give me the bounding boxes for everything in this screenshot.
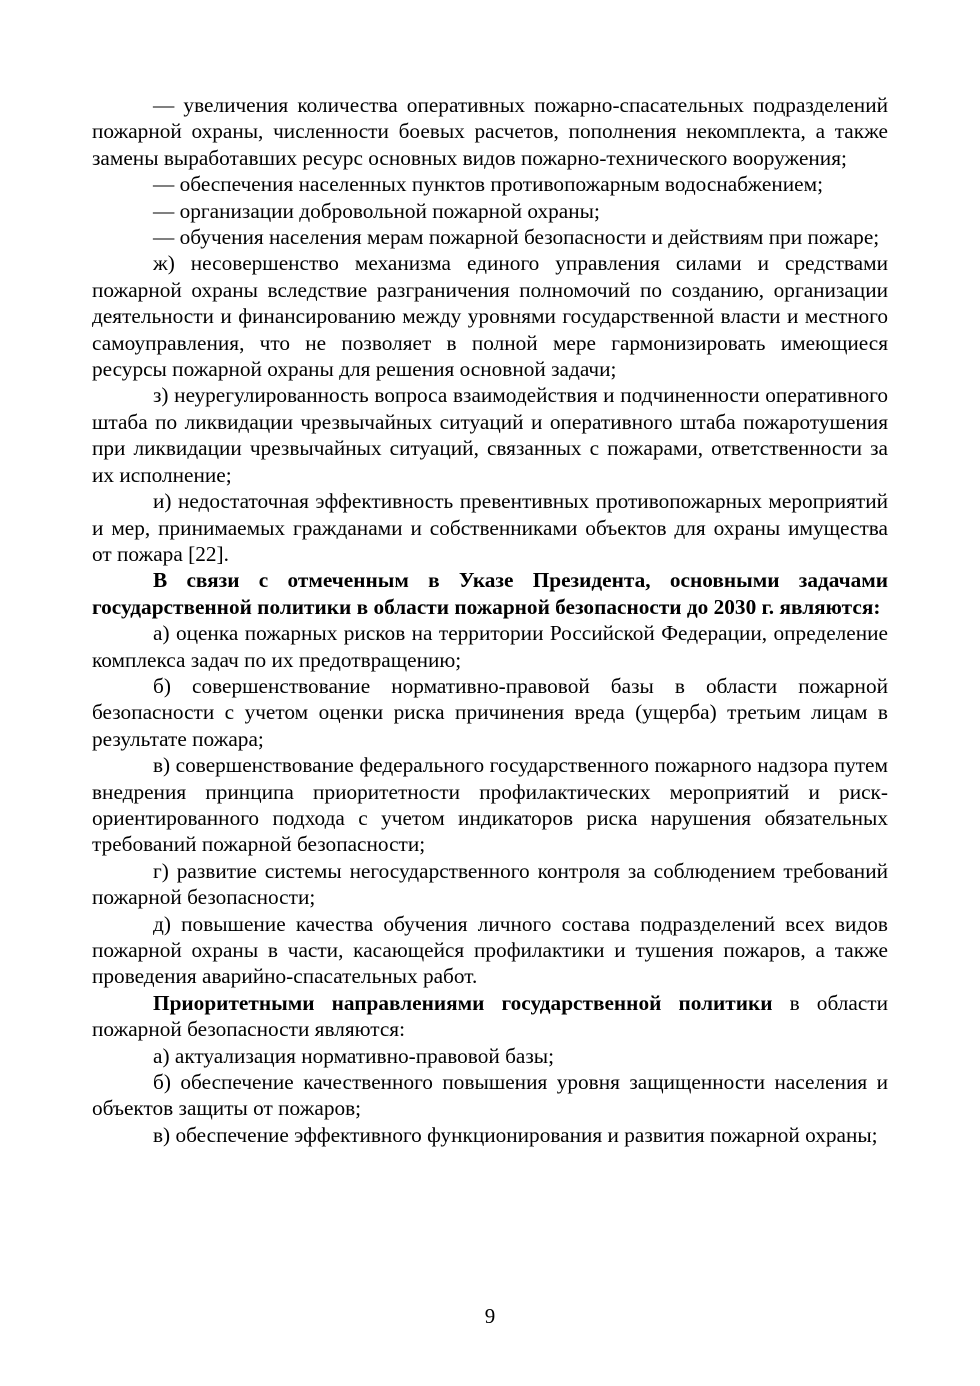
paragraph-task-b: б) совершенствование нормативно-правовой базы в области пожарной безопасности с учетом оценки риска причинения вреда (ущерба) третьим лицам в результате пожара;	[92, 673, 888, 751]
paragraph-task-a: а) оценка пожарных рисков на территории Российской Федерации, определение комплекса задач по их предотвращению;	[92, 621, 888, 672]
paragraph-tasks-heading: В связи с отмеченным в Указе Президента, основными задачами государственной политики в области пожарной безопасности до 2030 г. являются:	[92, 568, 888, 619]
priorities-rest-phrase: в области пожарной безопасности являются:	[92, 990, 888, 1042]
paragraph-dash-training: — обучения населения мерам пожарной безопасности и действиям при пожаре;	[153, 225, 880, 250]
paragraph-item-zh: ж) несовершенство механизма единого управления силами и средствами пожарной охраны вследствие разграничения полномочий по созданию, организации деятельности и финансированию между уровнями государственной власти и местного самоуправления, что не позволяет в полной мере гармонизировать имеющиеся ресурсы пожарной охраны для решения основной задачи;	[92, 251, 888, 382]
paragraph-item-i: и) недостаточная эффективность превентивных противопожарных мероприятий и мер, принимаемых гражданами и собственниками объектов для охраны имущества от пожара [22].	[92, 489, 888, 566]
paragraph-dash-units: — увеличения количества оперативных пожарно-спасательных подразделений пожарной охраны, численности боевых расчетов, пополнения некомплекта, а также замены выработавших ресурс основных видов пожарно-технического вооружения;	[92, 93, 888, 170]
body-text	[92, 92, 888, 1148]
paragraph-task-v: в) совершенствование федерального государственного пожарного надзора путем внедрения принципа приоритетности профилактических мероприятий и риск-ориентированного подхода с учетом индикаторов риска нарушения обязательных требований пожарной безопасности;	[92, 753, 888, 857]
paragraph-dash-volunteer: — организации добровольной пожарной охраны;	[153, 198, 600, 223]
paragraph-priority-a: а) актуализация нормативно-правовой базы;	[153, 1043, 554, 1068]
paragraph-priority-v: в) обеспечение эффективного функционирования и развития пожарной охраны;	[153, 1122, 878, 1147]
paragraph-task-g: г) развитие системы негосударственного контроля за соблюдением требований пожарной безопасности;	[92, 858, 888, 910]
paragraph-priority-b: б) обеспечение качественного повышения уровня защищенности населения и объектов защиты от пожаров;	[92, 1070, 888, 1121]
paragraph-priorities-intro	[92, 990, 888, 1043]
paragraph-dash-water-supply: — обеспечения населенных пунктов противопожарным водоснабжением;	[153, 172, 823, 197]
page-number: 9	[484, 1304, 496, 1328]
paragraph-task-d: д) повышение качества обучения личного состава подразделений всех видов пожарной охраны в части, касающейся профилактики и тушения пожаров, а также проведения аварийно-спасательных работ.	[92, 911, 888, 989]
priorities-bold-phrase: Приоритетными направлениями государственной политики	[153, 990, 773, 1015]
paragraph-item-z: з) неурегулированность вопроса взаимодействия и подчиненности оперативного штаба по ликвидации чрезвычайных ситуаций и оперативного штаба пожаротушения при ликвидации чрезвычайных ситуаций, связанных с пожарами, ответственности за их исполнение;	[92, 383, 888, 487]
